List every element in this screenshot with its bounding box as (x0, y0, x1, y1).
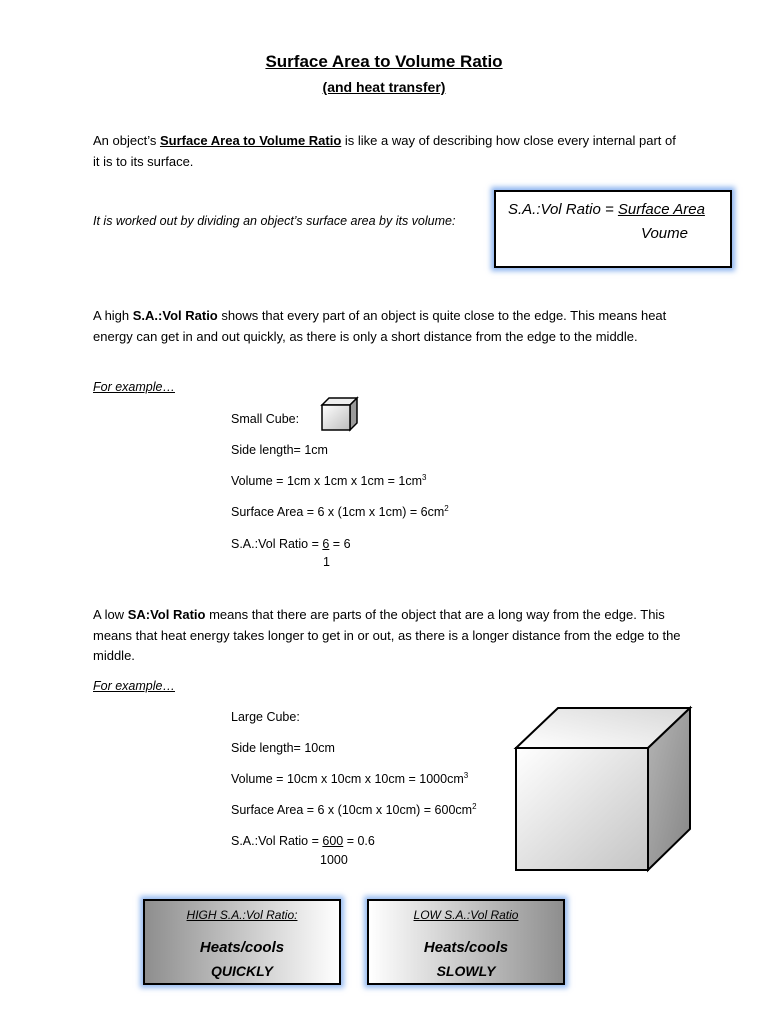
high-paragraph (93, 306, 685, 347)
high-term: S.A.:Vol Ratio (132, 308, 218, 323)
low-paragraph (93, 605, 685, 667)
high-post: shows that every part of an object is quite close to the edge. This means heat energy can get in and out quickly, as there is only a short distance from the edge to the middle. (93, 308, 667, 344)
small-volume (231, 474, 427, 488)
worked-out-text: It is worked out by dividing an object’s surface area by its volume: (93, 214, 456, 228)
summary-low-line1: Heats/cools (423, 939, 509, 956)
summary-high-line2: QUICKLY (211, 963, 273, 979)
small-ratio (231, 537, 351, 551)
low-example-label: For example… (93, 679, 175, 693)
large-area-exp: 2 (472, 801, 477, 811)
large-surface-area (231, 803, 477, 817)
formula-line (508, 201, 705, 218)
formula-numerator: Surface Area (617, 201, 705, 218)
large-volume-text: Volume = 10cm x 10cm x 10cm = 1000cm (231, 772, 464, 786)
formula-denominator: Voume (641, 225, 688, 242)
large-volume-exp: 3 (463, 770, 469, 780)
large-area-text: Surface Area = 6 x (10cm x 10cm) = 600cm (231, 803, 473, 817)
intro-pre: An object’s (93, 133, 160, 148)
small-cube-label: Small Cube: (231, 412, 300, 426)
summary-low-box (367, 899, 565, 985)
large-ratio-den: 1000 (320, 853, 348, 867)
small-ratio-den: 1 (323, 555, 330, 569)
summary-high-box (143, 899, 341, 985)
small-volume-text: Volume = 1cm x 1cm x 1cm = 1cm (231, 474, 423, 488)
summary-high-line1: Heats/cools (199, 939, 285, 956)
large-ratio-num: 600 (322, 834, 344, 848)
large-ratio-post: = 0.6 (343, 834, 375, 848)
small-ratio-pre: S.A.:Vol Ratio = (231, 537, 323, 551)
small-surface-area (231, 505, 449, 519)
summary-high-heading: HIGH S.A.:Vol Ratio: (186, 908, 298, 922)
large-side-length: Side length= 10cm (231, 741, 335, 755)
small-ratio-num: 6 (322, 537, 330, 551)
low-post: means that there are parts of the object that are a long way from the edge. This means that heat energy takes longer to get in or out, as there is a longer distance from the edge to the middle. (93, 607, 681, 663)
large-ratio-pre: S.A.:Vol Ratio = (231, 834, 323, 848)
formula-box (494, 190, 732, 268)
page-title: Surface Area to Volume Ratio (265, 52, 503, 71)
large-ratio (231, 834, 375, 848)
small-side-length: Side length= 1cm (231, 443, 328, 457)
low-pre: A low (93, 607, 128, 622)
small-ratio-post: = 6 (329, 537, 351, 551)
page-subtitle: (and heat transfer) (322, 79, 446, 95)
formula-lhs: S.A.:Vol Ratio = (508, 201, 618, 218)
small-area-text: Surface Area = 6 x (1cm x 1cm) = 6cm (231, 505, 445, 519)
intro-post: is like a way of describing how close every internal part of it is to its surface. (93, 133, 676, 169)
high-pre: A high (93, 308, 133, 323)
summary-low-line2: SLOWLY (436, 963, 496, 979)
high-example-label: For example… (93, 380, 175, 394)
large-volume (231, 772, 468, 786)
small-volume-exp: 3 (422, 472, 427, 482)
summary-low-heading: LOW S.A.:Vol Ratio (413, 908, 519, 922)
small-area-exp: 2 (444, 503, 449, 513)
large-cube-icon (512, 705, 694, 873)
large-cube-label: Large Cube: (231, 710, 300, 724)
low-term: SA:Vol Ratio (127, 607, 206, 622)
intro-term: Surface Area to Volume Ratio (159, 133, 342, 148)
intro-paragraph (93, 131, 685, 172)
small-cube-icon (320, 396, 360, 434)
